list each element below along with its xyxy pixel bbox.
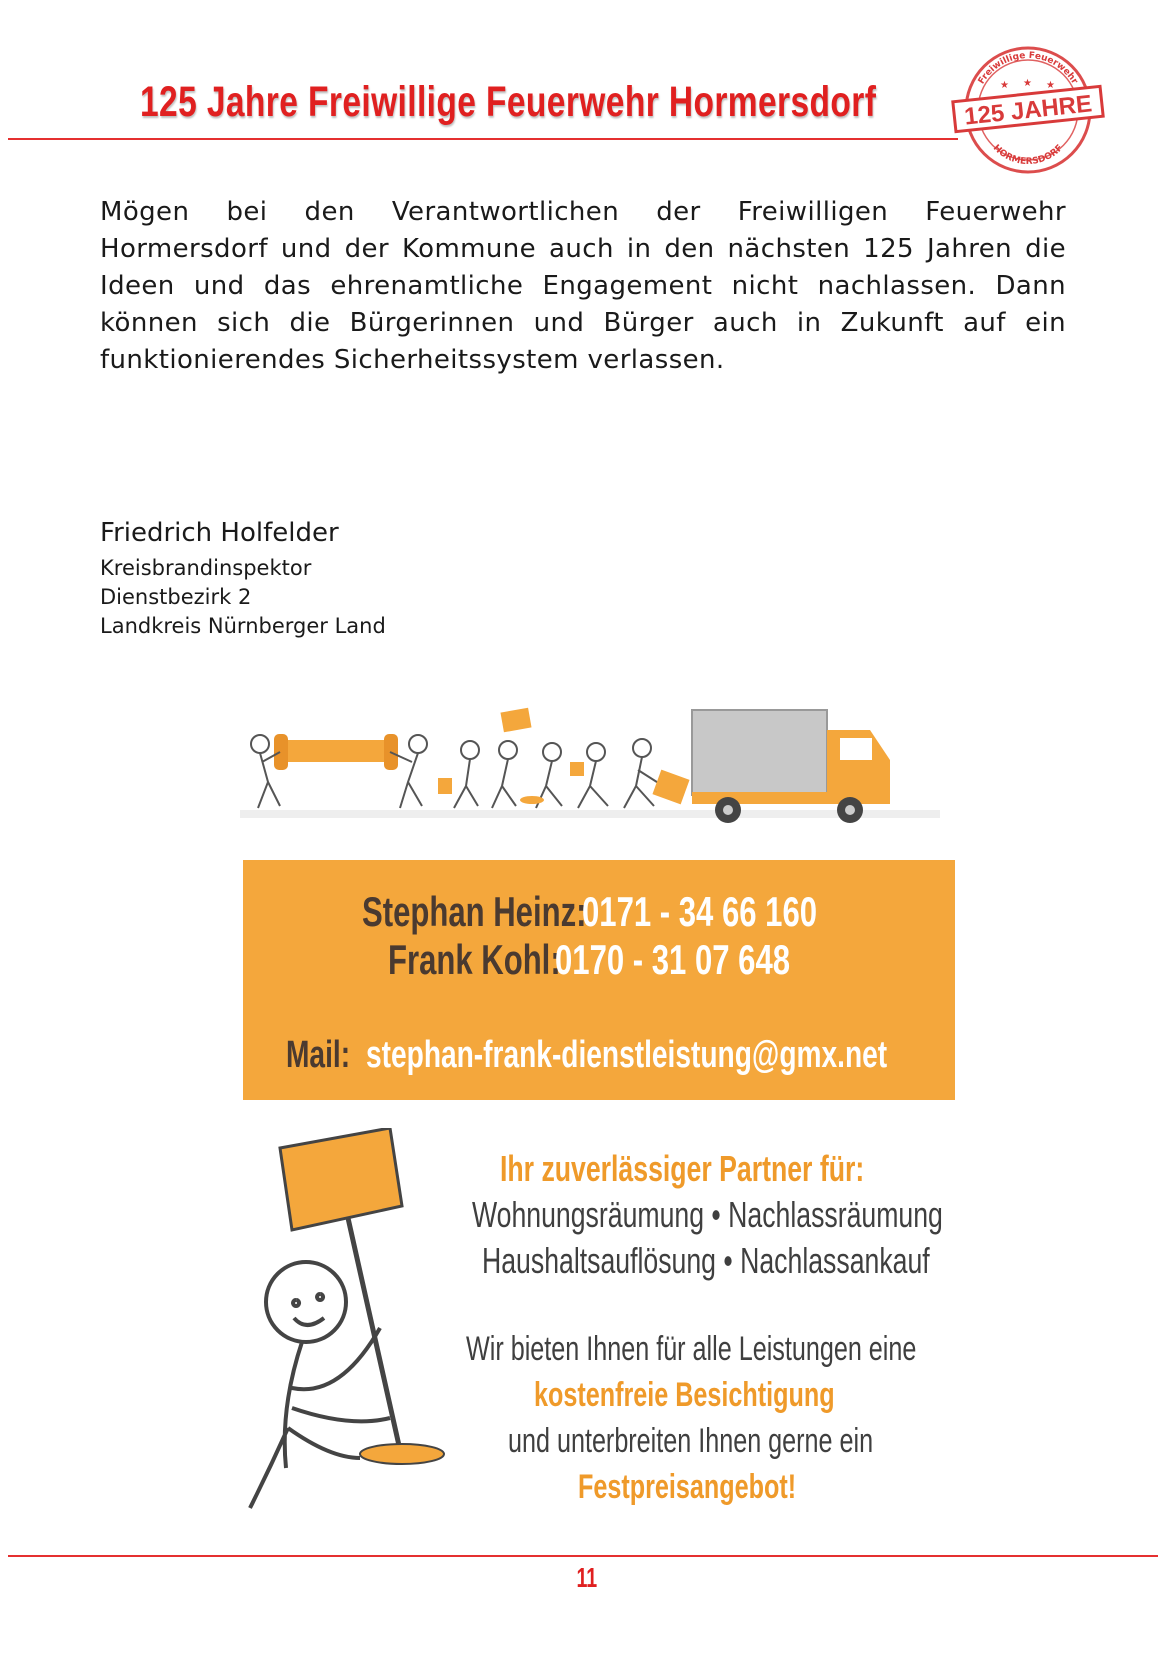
footer-divider <box>8 1555 1158 1557</box>
stamp-bottom-text: HORMERSDORF <box>990 143 1066 168</box>
stick-figure-icon <box>250 1262 390 1508</box>
svg-text:HORMERSDORF <box>991 143 1065 167</box>
signature-district: Dienstbezirk 2 <box>100 585 252 609</box>
header-divider <box>8 138 958 140</box>
contact-name-2: Frank Kohl: <box>388 936 561 983</box>
star-icon: ★ <box>1046 80 1055 91</box>
closing-paragraph: Mögen bei den Verantwortlichen der Freiwilligen Feuerwehr Hormersdorf und der Kommune auch in den nächsten 125 Jahren die Ideen und das ehrenamtliche Engagement nicht nachlassen. Dann können sich die Bürgerinnen und Bürger auch in Zukunft auf ein funktionierendes Sicherheitssystem verlassen. <box>100 197 1066 375</box>
star-icon: ★ <box>1000 80 1009 91</box>
signature-county: Landkreis Nürnberger Land <box>100 614 386 638</box>
moving-people-illustration <box>240 700 940 835</box>
offer-line-2: und unterbreiten Ihnen gerne ein <box>508 1422 874 1460</box>
contact-name-1: Stephan Heinz: <box>362 888 587 935</box>
page-header-title: 125 Jahre Freiwillige Feuerwehr Hormersdorf <box>140 78 877 126</box>
page-number: 11 <box>576 1562 598 1593</box>
signature-name: Friedrich Holfelder <box>100 518 339 548</box>
lamp-figure-illustration <box>240 1128 480 1548</box>
star-icon: ★ <box>1023 78 1032 89</box>
signature-title: Kreisbrandinspektor <box>100 556 312 580</box>
sofa-icon <box>274 734 398 770</box>
ad-tagline: Ihr zuverlässiger Partner für: <box>500 1148 865 1189</box>
contact-phone-2[interactable]: 0170 - 31 07 648 <box>555 936 791 983</box>
offer-highlight-2: Festpreisangebot! <box>578 1468 797 1506</box>
mail-label: Mail: <box>286 1034 351 1076</box>
anniversary-stamp-icon <box>948 40 1108 180</box>
services-line-2: Haushaltsauflösung • Nachlassankauf <box>482 1240 930 1281</box>
truck-icon <box>692 710 890 823</box>
contact-phone-1[interactable]: 0171 - 34 66 160 <box>582 888 818 935</box>
offer-highlight-1: kostenfreie Besichtigung <box>534 1376 835 1414</box>
stamp-center-text: 125 JAHRE <box>963 90 1094 131</box>
mail-address-link[interactable]: stephan-frank-dienstleistung@gmx.net <box>366 1034 888 1076</box>
offer-line-1: Wir bieten Ihnen für alle Leistungen eine <box>466 1330 917 1368</box>
services-line-1: Wohnungsräumung • Nachlassräumung <box>472 1194 943 1235</box>
stamp-top-text: Freiwillige Feuerwehr <box>976 50 1080 87</box>
